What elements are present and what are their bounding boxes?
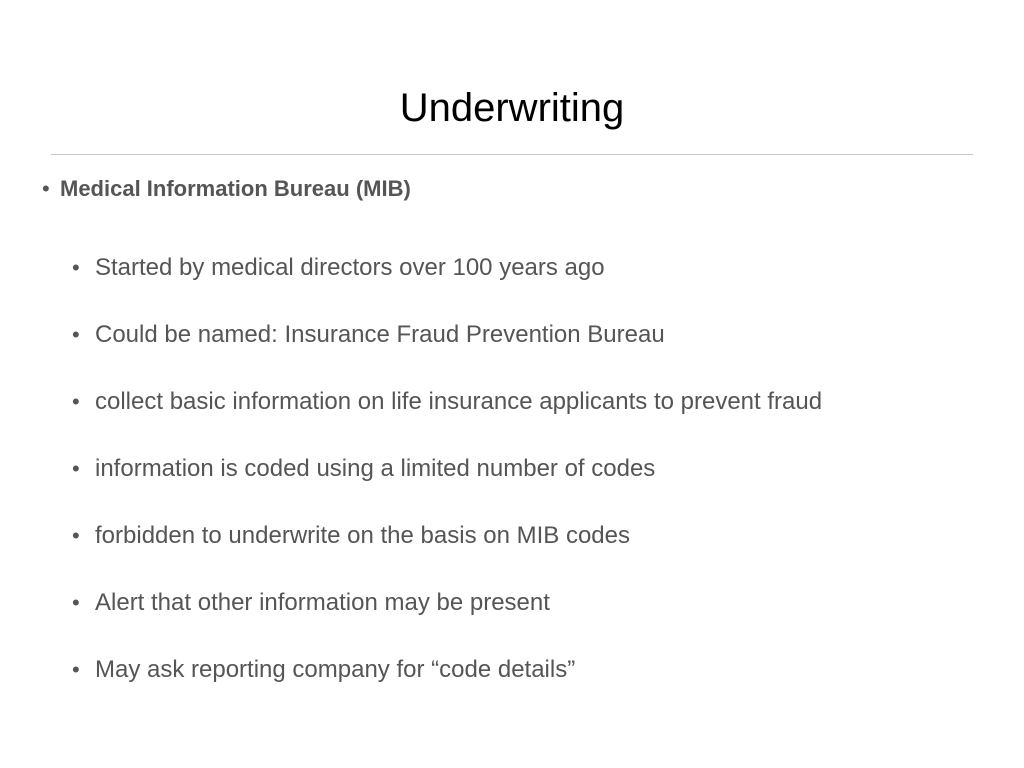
bullet-marker: • <box>72 322 80 347</box>
main-bullet-label: Medical Information Bureau (MIB) <box>60 176 411 201</box>
sub-bullet-item <box>72 655 822 722</box>
bullet-marker: • <box>72 389 80 414</box>
sub-bullet-text: information is coded using a limited number of codes <box>95 455 656 482</box>
main-bullet <box>42 174 411 204</box>
slide-title: Underwriting <box>399 86 625 130</box>
sub-bullet-item <box>72 253 822 320</box>
bullet-marker: • <box>72 590 80 615</box>
sub-bullet-item <box>72 521 822 588</box>
sub-bullet-text: May ask reporting company for “code details” <box>95 656 576 683</box>
bullet-marker: • <box>72 523 80 548</box>
sub-bullet-item <box>72 320 822 387</box>
sub-bullet-item <box>72 588 822 655</box>
sub-bullet-text: collect basic information on life insurance applicants to prevent fraud <box>95 388 823 415</box>
sub-bullet-text: Started by medical directors over 100 years ago <box>95 254 605 281</box>
sub-bullet-text: Could be named: Insurance Fraud Prevention Bureau <box>95 321 665 348</box>
bullet-marker: • <box>72 657 80 682</box>
sub-bullet-text: Alert that other information may be present <box>95 589 550 616</box>
bullet-marker: • <box>72 456 80 481</box>
sub-bullet-item <box>72 387 822 454</box>
sub-bullet-item <box>72 454 822 521</box>
bullet-marker: • <box>72 255 80 280</box>
bullet-marker: • <box>42 176 50 201</box>
title-divider <box>51 154 973 155</box>
sub-bullet-list <box>72 253 822 722</box>
sub-bullet-text: forbidden to underwrite on the basis on MIB codes <box>95 522 630 549</box>
